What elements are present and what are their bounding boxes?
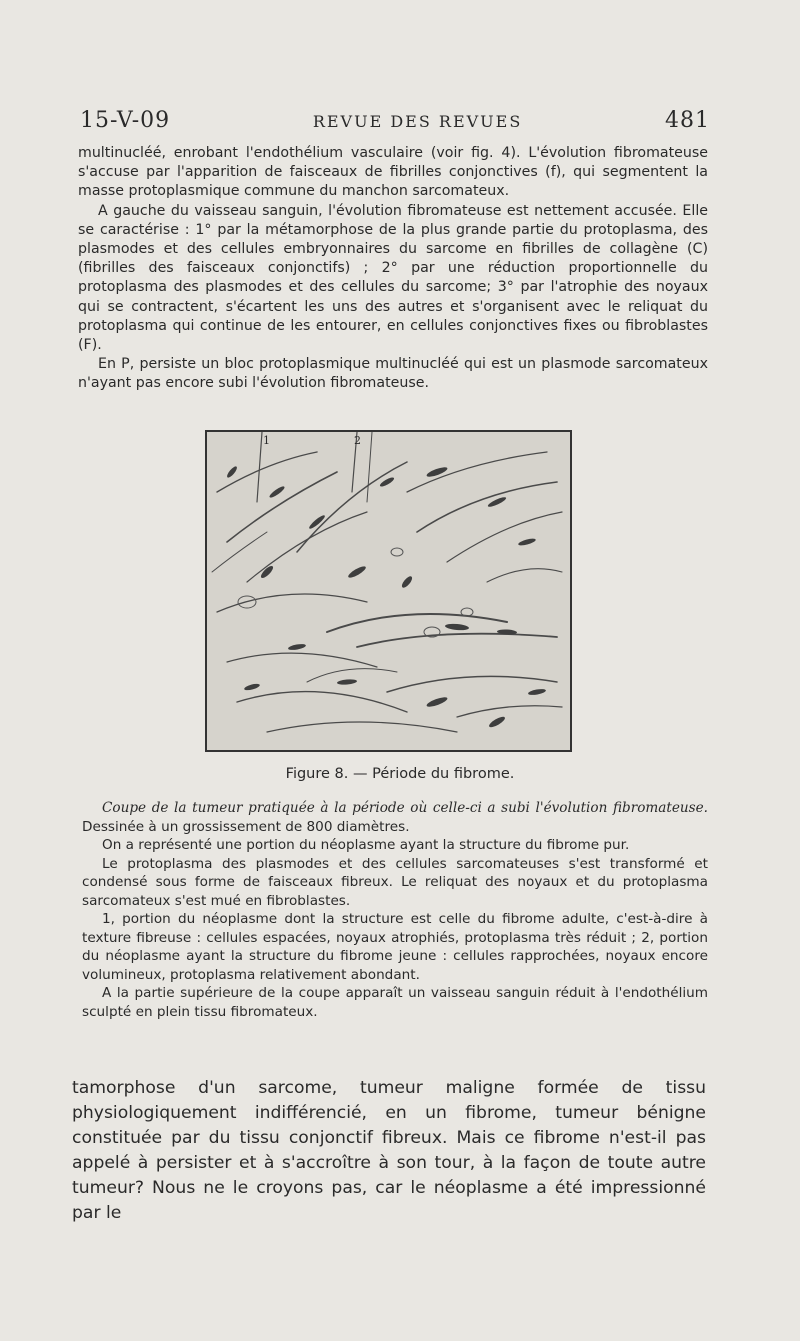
body-paragraph: tamorphose d'un sarcome, tumeur maligne formée de tissu physiologiquement indifférencié, en un fibrome, tumeur bénigne constituée par du tissu conjonctif fibreux. Mais ce fibrome n'est-il pas appelé à persister et à s'accroître à son tour, à la façon de toute autre tumeur? Nous ne le croyons pas, car le néoplasme a été impressionné par le (72, 1078, 706, 1223)
intro-text (78, 144, 708, 394)
legend-magnification: Dessinée à un grossissement de 800 diamètres. (82, 818, 410, 835)
legend-paragraph-3: Le protoplasma des plasmodes et des cellules sarcomateuses s'est transformé et condensé sous forme de faisceaux fibreux. Le reliquat des noyaux et du protoplasma sarcomateux s'est mué en fibroblastes. (82, 855, 708, 909)
intro-paragraph-3: En P, persiste un bloc protoplasmique multinucléé qui est un plasmode sarcomateux n'ayant pas encore subi l'évolution fibromateuse. (78, 356, 708, 392)
legend-paragraph-5: A la partie supérieure de la coupe apparaît un vaisseau sanguin réduit à l'endothélium sculpté en plein tissu fibromateux. (82, 985, 708, 1020)
fibrome-illustration (207, 432, 570, 750)
page-number: 481 (665, 108, 710, 133)
running-title: REVUE DES REVUES (312, 112, 523, 131)
figure-label-1: 1 (263, 434, 270, 447)
figure-label-2: 2 (354, 434, 361, 447)
issue-date: 15-V-09 (80, 108, 171, 133)
histology-figure (205, 430, 572, 752)
figure-caption: Figure 8. — Période du fibrome. (285, 766, 515, 782)
legend-italic: Coupe de la tumeur pratiquée à la période où celle-ci a subi l'évolution fibromateuse. (102, 800, 708, 816)
legend-paragraph-2: On a représenté une portion du néoplasme ayant la structure du fibrome pur. (102, 837, 630, 853)
legend-paragraph-4: 1, portion du néoplasme dont la structure est celle du fibrome adulte, c'est-à-dire à texture fibreuse : cellules espacées, noyaux atrophiés, protoplasma très réduit ; 2, portion du néoplasme ayant la structure du fibrome jeune : cellules rapprochées, noyaux encore volumineux, protoplasma relativement abondant. (82, 911, 708, 983)
page-header (80, 108, 710, 138)
body-text (72, 1076, 706, 1226)
intro-paragraph-1: multinucléé, enrobant l'endothélium vasculaire (voir fig. 4). L'évolution fibromateuse s'accuse par l'apparition de faisceaux de fibrilles conjonctives (f), qui segmentent la masse protoplasmique commune du manchon sarcomateux. (78, 145, 708, 200)
figure-legend (82, 799, 708, 1021)
intro-paragraph-2: A gauche du vaisseau sanguin, l'évolution fibromateuse est nettement accusée. Elle se caractérise : 1° par la métamorphose de la plus grande partie du protoplasma, des plasmodes et des cellules embryonnaires du sarcome en fibrilles de collagène (C) (fibrilles des faisceaux conjonctifs) ; 2° par une réduction proportionnelle du protoplasma des plasmodes et des cellules du sarcome; 3° par l'atrophie des noyaux qui se contractent, s'écartent les uns des autres et s'organisent avec le reliquat du protoplasma qui continue de les entourer, en cellules conjonctives fixes ou fibroblastes (F). (78, 202, 708, 354)
legend-paragraph-1 (82, 799, 708, 836)
